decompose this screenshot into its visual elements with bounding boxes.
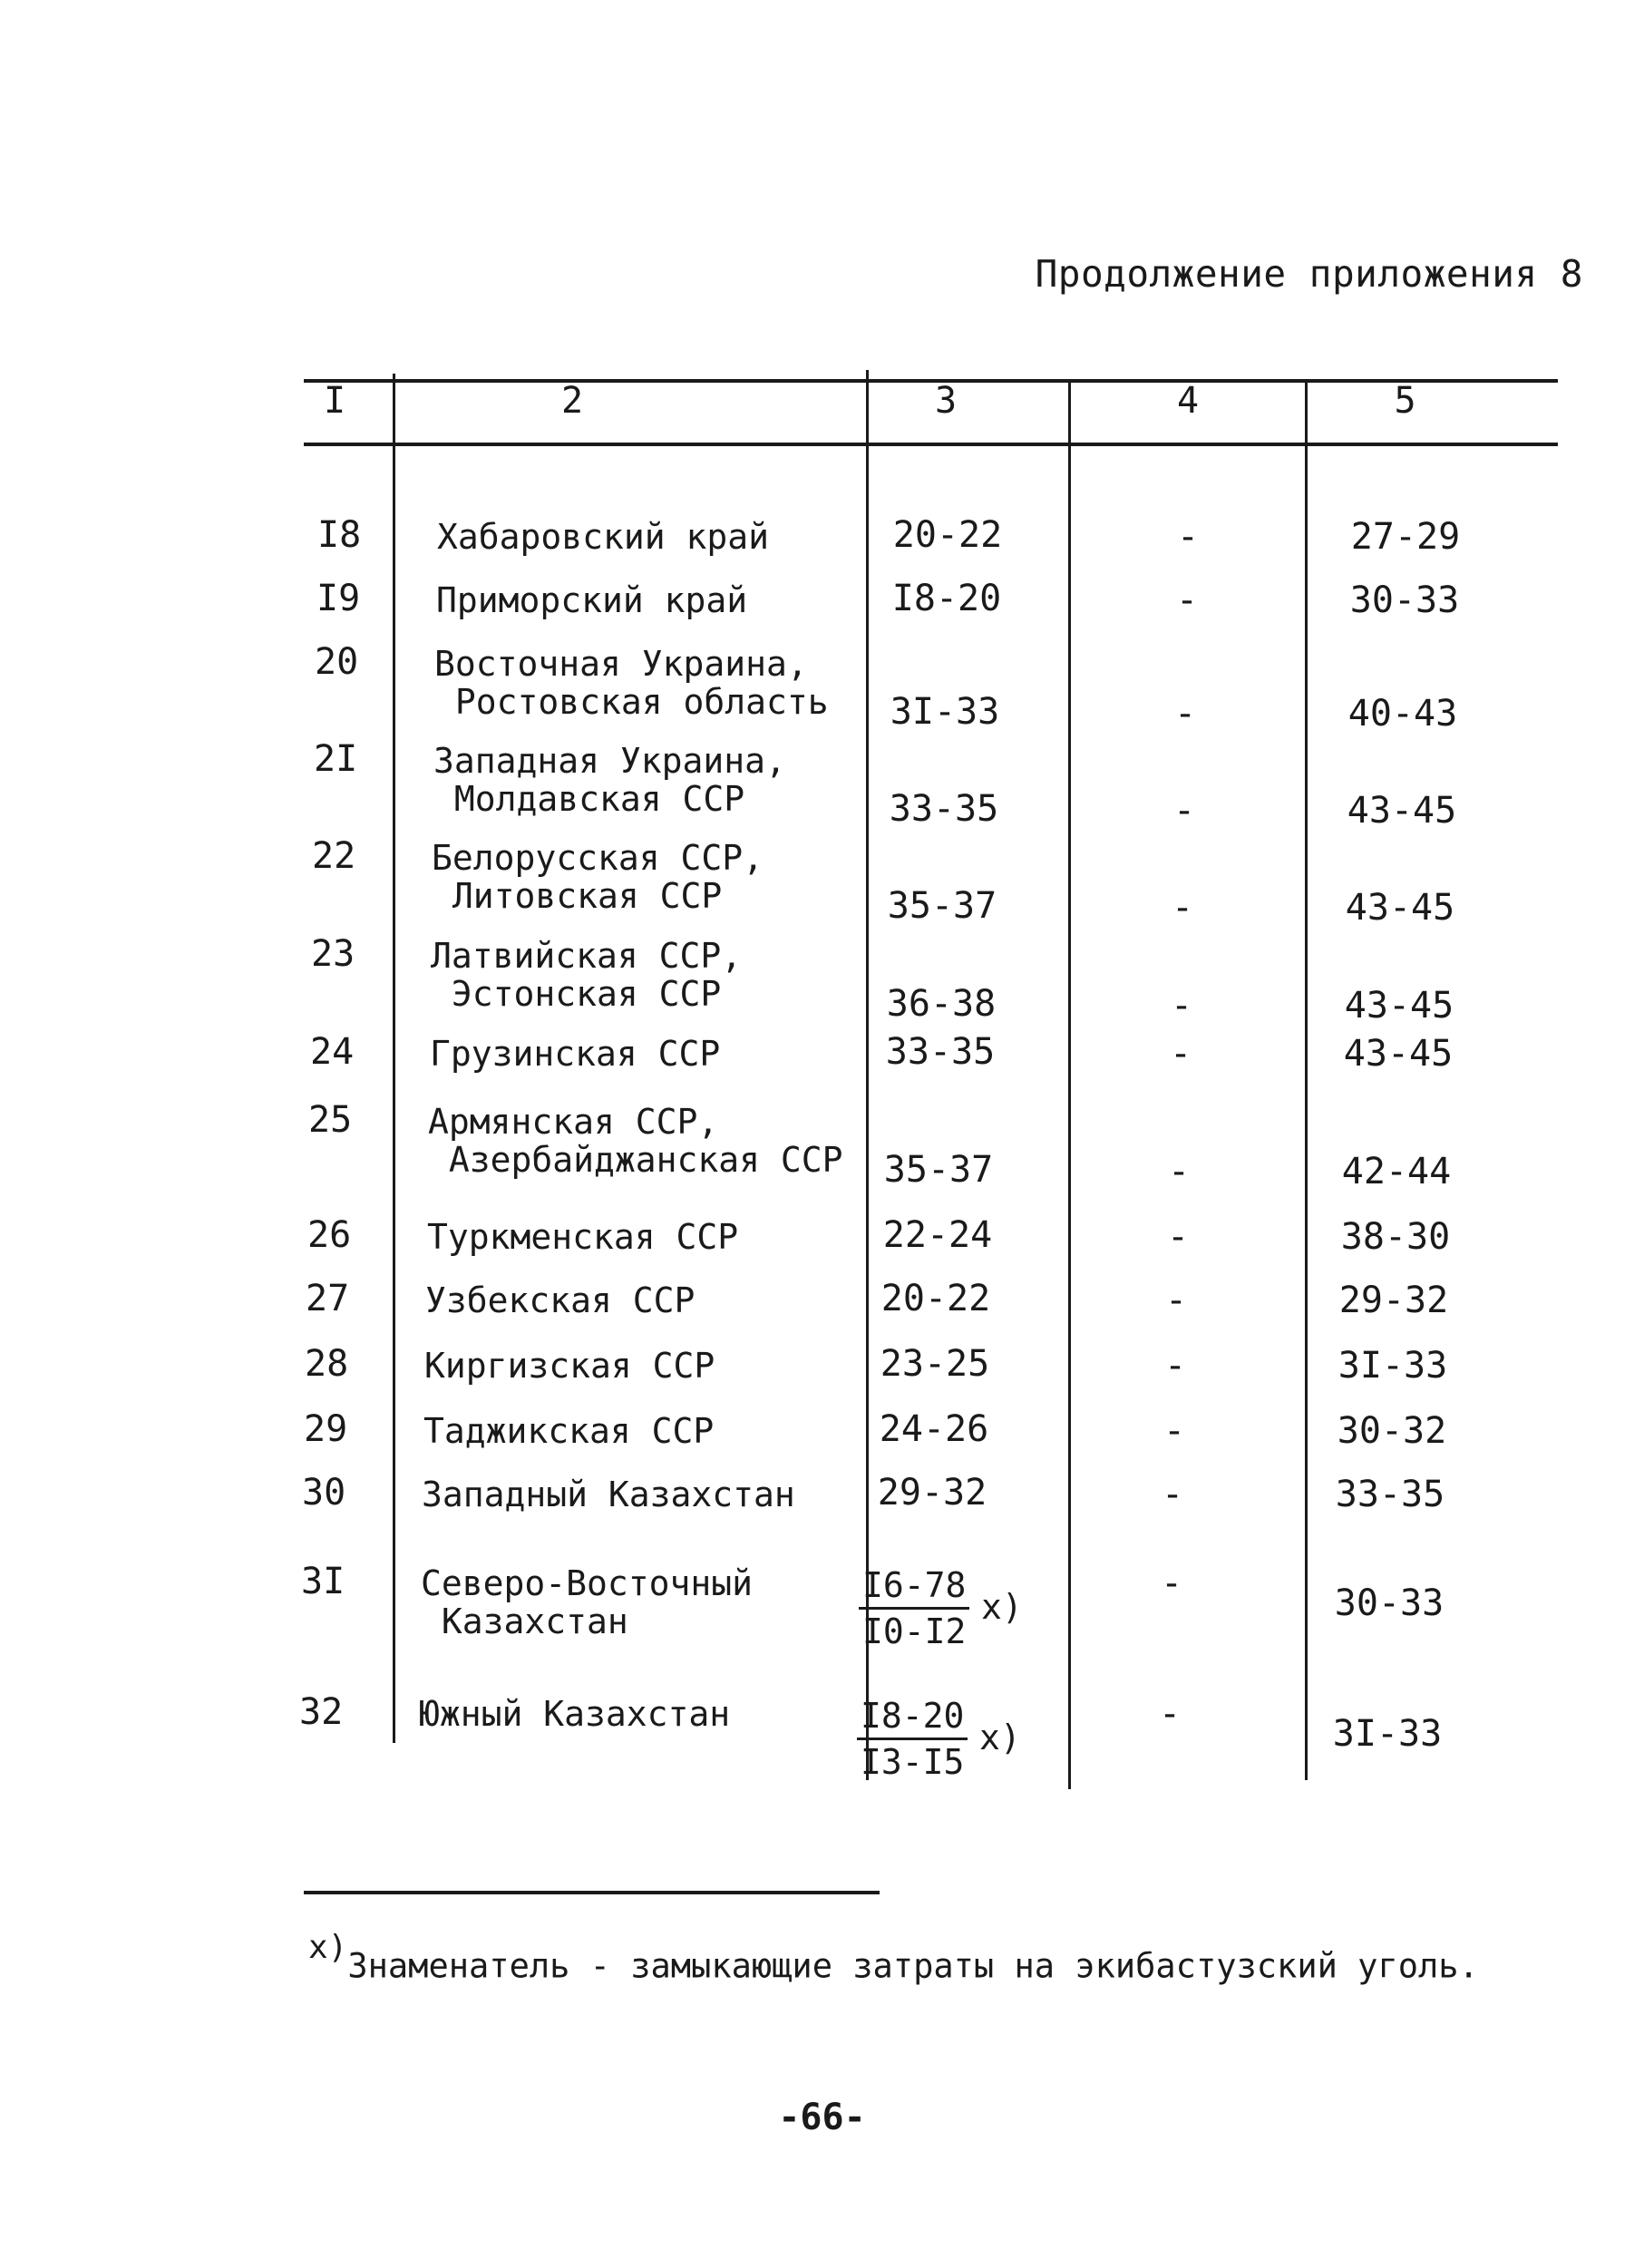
row-col4-value: -: [1171, 887, 1194, 929]
row-number: 23: [311, 933, 355, 975]
row-region-name: Приморский край: [436, 580, 748, 620]
row-region-name: Эстонская ССР: [431, 974, 722, 1014]
row-region-name: Таджикская ССР: [423, 1411, 715, 1451]
row-number: 25: [308, 1099, 353, 1141]
row-col4-value: -: [1167, 1151, 1191, 1192]
column-divider-1: [393, 374, 395, 1743]
row-number: 29: [304, 1408, 348, 1450]
row-col5-value: 40-43: [1347, 693, 1458, 735]
fraction-denominator: I0-I2: [862, 1611, 967, 1651]
footnote: [308, 1929, 1479, 1986]
row-col3-value: 35-37: [887, 885, 997, 927]
column-divider-4: [1305, 379, 1308, 1780]
row-col3-value: 29-32: [877, 1472, 987, 1514]
row-col3-value: 24-26: [879, 1408, 989, 1450]
row-col4-value: -: [1176, 516, 1200, 558]
row-col4-value: -: [1175, 579, 1199, 621]
footnote-reference-mark: x): [981, 1587, 1023, 1627]
row-region-name: Казахстан: [421, 1601, 628, 1641]
row-col3-value: 35-37: [883, 1149, 994, 1191]
footnote-text: Знаменатель - замыкающие затраты на экибастузский уголь.: [347, 1946, 1479, 1986]
row-region-name: Узбекская ССР: [425, 1280, 696, 1320]
row-col3-value: 23-25: [880, 1343, 990, 1385]
row-col5-value: 38-30: [1340, 1216, 1451, 1258]
column-header-1: I: [323, 380, 346, 422]
row-col5-value: 30-33: [1334, 1582, 1445, 1624]
row-col4-value: -: [1169, 1033, 1192, 1075]
row-col4-value: -: [1163, 1345, 1187, 1387]
column-header-2: 2: [560, 380, 584, 422]
row-region-name: Южный Казахстан: [419, 1694, 731, 1734]
row-col3-value: 3I-33: [890, 691, 1000, 733]
row-col4-value: -: [1158, 1693, 1182, 1735]
row-col5-value: 3I-33: [1338, 1345, 1448, 1387]
row-col4-value: -: [1166, 1216, 1190, 1258]
row-col5-value: 3I-33: [1332, 1713, 1443, 1755]
row-col4-value: -: [1162, 1410, 1186, 1452]
row-col5-value: 43-45: [1347, 790, 1457, 832]
fraction-denominator: I3-I5: [861, 1742, 965, 1782]
row-col4-value: -: [1173, 693, 1197, 735]
row-number: 28: [305, 1343, 349, 1385]
row-number: 27: [306, 1278, 350, 1319]
continuation-caption: Продолжение приложения 8: [1035, 252, 1583, 296]
row-col3-value: 22-24: [882, 1214, 993, 1256]
column-header-3: 3: [934, 380, 958, 422]
row-region-name: Литовская ССР: [432, 876, 723, 916]
row-region-name: Армянская ССР,: [428, 1102, 719, 1142]
row-number: 22: [312, 835, 356, 877]
row-col5-value: 42-44: [1341, 1151, 1452, 1192]
row-col5-value: 30-32: [1337, 1410, 1447, 1452]
row-region-name: Грузинская ССР: [430, 1034, 721, 1074]
row-number: I8: [317, 514, 362, 556]
row-col3-fraction: [859, 1563, 969, 1653]
row-region-name: Молдавская ССР: [433, 779, 745, 819]
row-col3-value: 33-35: [889, 788, 999, 830]
footnote-mark: x): [308, 1929, 348, 1966]
row-number: 32: [299, 1691, 344, 1733]
row-region-name: Туркменская ССР: [427, 1217, 739, 1257]
row-number: 26: [307, 1214, 352, 1256]
row-col5-value: 43-45: [1345, 887, 1455, 929]
row-region-name: Западный Казахстан: [422, 1475, 795, 1514]
row-region-name: Хабаровский край: [437, 517, 770, 557]
row-col5-value: 43-45: [1344, 985, 1454, 1027]
row-col4-value: -: [1172, 790, 1196, 832]
row-region-name: Западная Украина,: [433, 741, 786, 781]
row-number: 30: [302, 1472, 346, 1514]
row-col5-value: 27-29: [1350, 516, 1461, 558]
column-header-4: 4: [1176, 380, 1200, 422]
row-region-name: Латвийская ССР,: [431, 936, 743, 976]
row-number: 24: [310, 1031, 355, 1073]
footnote-rule: [304, 1891, 880, 1894]
row-region-name: Северо-Восточный: [421, 1563, 754, 1603]
row-number: I9: [316, 578, 361, 619]
row-region-name: Белорусская ССР,: [432, 838, 764, 878]
header-bottom-rule: [304, 443, 1558, 446]
row-col5-value: 33-35: [1335, 1474, 1445, 1515]
row-col3-fraction: [857, 1694, 968, 1784]
row-col4-value: -: [1160, 1562, 1183, 1604]
footnote-reference-mark: x): [979, 1718, 1021, 1757]
page-number: -66-: [778, 2097, 866, 2138]
row-col4-value: -: [1170, 985, 1193, 1027]
row-region-name: Восточная Украина,: [434, 644, 808, 684]
row-region-name: Киргизская ССР: [424, 1346, 715, 1386]
row-col3-value: I8-20: [891, 578, 1002, 619]
row-number: 2I: [314, 738, 358, 780]
row-number: 3I: [301, 1561, 345, 1602]
column-header-5: 5: [1394, 380, 1416, 422]
row-col3-value: 20-22: [880, 1278, 991, 1319]
row-col5-value: 30-33: [1349, 579, 1460, 621]
row-col5-value: 29-32: [1338, 1280, 1449, 1321]
row-col4-value: -: [1164, 1280, 1188, 1321]
fraction-numerator: I6-78: [859, 1563, 969, 1610]
row-number: 20: [315, 641, 359, 683]
row-region-name: Ростовская область: [434, 682, 829, 722]
row-col5-value: 43-45: [1343, 1033, 1454, 1075]
row-col3-value: 20-22: [892, 514, 1003, 556]
row-col4-value: -: [1161, 1474, 1184, 1515]
row-col3-value: 33-35: [885, 1031, 996, 1073]
row-col3-value: 36-38: [886, 983, 997, 1025]
fraction-numerator: I8-20: [857, 1694, 968, 1740]
row-region-name: Азербайджанская ССР: [428, 1140, 843, 1180]
